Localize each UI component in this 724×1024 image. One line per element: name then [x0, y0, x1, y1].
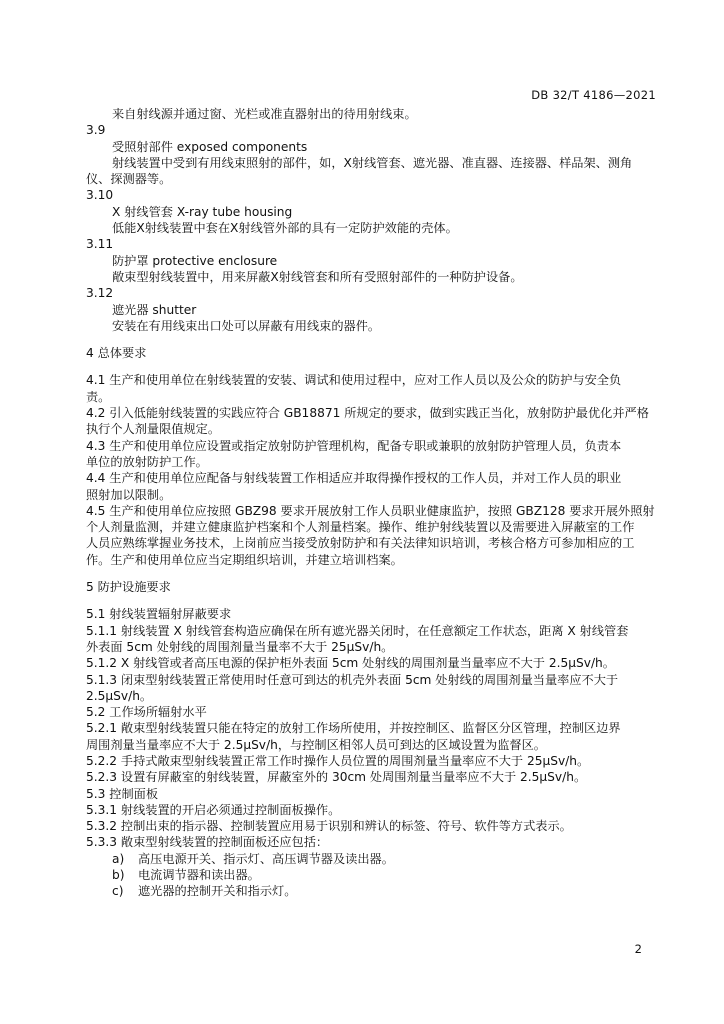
paragraph-line: 敞束型射线装置中，用来屏蔽X射线管套和所有受照射部件的一种防护设备。 — [112, 269, 523, 284]
paragraph-line: 4.2 引入低能射线装置的实践应符合 GB18871 所规定的要求，做到实践正当化，放射防护最优化并严格 — [86, 406, 649, 421]
subsection-heading: 5.1 射线装置辐射屏蔽要求 — [86, 607, 232, 622]
subsection-heading: 5.3 控制面板 — [86, 786, 159, 801]
document-id-header: DB 32/T 4186—2021 — [531, 88, 656, 102]
paragraph-line: 2.5μSv/h。 — [86, 688, 153, 703]
term-title: X 射线管套 X-ray tube housing — [112, 204, 293, 219]
paragraph-line: 5.2.3 设置有屏蔽室的射线装置，屏蔽室外的 30cm 处周围剂量当量率应不大于 2.5μSv/h。 — [86, 770, 587, 785]
list-item-text: 高压电源开关、指示灯、高压调节器及读出器。 — [138, 851, 394, 866]
clause-number: 3.12 — [86, 286, 114, 301]
paragraph-line: 5.1.3 闭束型射线装置正常使用时任意可到达的机壳外表面 5cm 处射线的周围剂量当量率应不大于 — [86, 672, 619, 687]
document-body — [86, 106, 658, 900]
term-title: 防护罩 protective enclosure — [112, 253, 278, 268]
paragraph-line: 5.3.2 控制出束的指示器、控制装置应用易于识别和辨认的标签、符号、软件等方式表示。 — [86, 819, 572, 834]
paragraph-line: 外表面 5cm 处射线的周围剂量当量率不大于 25μSv/h。 — [86, 639, 394, 654]
paragraph-line: 4.4 生产和使用单位应配备与射线装置工作相适应并取得操作授权的工作人员，并对工作人员的职业 — [86, 471, 622, 486]
section-heading: 4 总体要求 — [86, 346, 147, 361]
paragraph-line: 5.1.2 X 射线管或者高压电源的保护柜外表面 5cm 处射线的周围剂量当量率应不大于 2.5μSv/h。 — [86, 656, 615, 671]
list-item — [86, 883, 658, 899]
paragraph-line: 周围剂量当量率应不大于 2.5μSv/h，与控制区相邻人员可到达的区域设置为监督区。 — [86, 737, 546, 752]
paragraph-line: 5.3.3 敞束型射线装置的控制面板还应包括： — [86, 835, 329, 850]
paragraph-line: 仪、探测器等。 — [86, 172, 172, 187]
section-heading: 5 防护设施要求 — [86, 580, 171, 595]
clause-number: 3.11 — [86, 237, 114, 252]
list-item-marker: a) — [112, 851, 125, 866]
term-title: 受照射部件 exposed components — [112, 139, 308, 154]
page-number: 2 — [634, 942, 642, 956]
paragraph-line: 作。生产和使用单位应当定期组织培训，并建立培训档案。 — [86, 552, 403, 567]
list-item — [86, 851, 658, 867]
paragraph-line: 人员应熟练掌握业务技术，上岗前应当接受放射防护和有关法律知识培训，考核合格方可参加相应的工 — [86, 536, 635, 551]
paragraph-line: 来自射线源并通过窗、光栏或准直器射出的待用射线束。 — [112, 107, 417, 121]
clause-number: 3.10 — [86, 188, 114, 203]
paragraph-line: 4.3 生产和使用单位应设置或指定放射防护管理机构，配备专职或兼职的放射防护管理人员，负责本 — [86, 438, 622, 453]
paragraph-line: 责。 — [86, 389, 111, 404]
paragraph-line: 个人剂量监测，并建立健康监护档案和个人剂量档案。操作、维护射线装置以及需要进入屏蔽室的工作 — [86, 520, 635, 535]
subsection-heading: 5.2 工作场所辐射水平 — [86, 705, 207, 720]
paragraph-line: 5.3.1 射线装置的开启必须通过控制面板操作。 — [86, 802, 341, 817]
clause-number: 3.9 — [86, 123, 106, 138]
paragraph-line: 射线装置中受到有用线束照射的部件，如，X射线管套、遮光器、准直器、连接器、样品架、测角 — [112, 155, 633, 170]
paragraph-line: 5.1.1 射线装置 X 射线管套构造应确保在所有遮光器关闭时，在任意额定工作状态，距离 X 射线管套 — [86, 623, 629, 638]
paragraph-line: 安装在有用线束出口处可以屏蔽有用线束的器件。 — [112, 318, 381, 333]
list-item-text: 遮光器的控制开关和指示灯。 — [138, 884, 297, 899]
list-item-marker: c) — [112, 884, 124, 899]
paragraph-line: 照射加以限制。 — [86, 487, 172, 502]
paragraph-line: 4.5 生产和使用单位应按照 GBZ98 要求开展放射工作人员职业健康监护，按照 GBZ128 要求开展外照射 — [86, 503, 655, 518]
list-item-marker: b) — [112, 868, 125, 883]
list-item — [86, 867, 658, 883]
paragraph-line: 5.2.1 敞束型射线装置只能在特定的放射工作场所使用，并按控制区、监督区分区管理，控制区边界 — [86, 721, 621, 736]
list-item-text: 电流调节器和读出器。 — [138, 868, 260, 883]
paragraph-line: 低能X射线装置中套在X射线管外部的具有一定防护效能的壳体。 — [112, 221, 458, 236]
paragraph-line: 单位的放射防护工作。 — [86, 454, 208, 469]
paragraph-line: 5.2.2 手持式敞束型射线装置正常工作时操作人员位置的周围剂量当量率应不大于 25μSv/h。 — [86, 753, 590, 768]
paragraph-line: 4.1 生产和使用单位在射线装置的安装、调试和使用过程中，应对工作人员以及公众的防护与安全负 — [86, 373, 622, 388]
paragraph-line: 执行个人剂量限值规定。 — [86, 422, 221, 437]
term-title: 遮光器 shutter — [112, 302, 197, 317]
